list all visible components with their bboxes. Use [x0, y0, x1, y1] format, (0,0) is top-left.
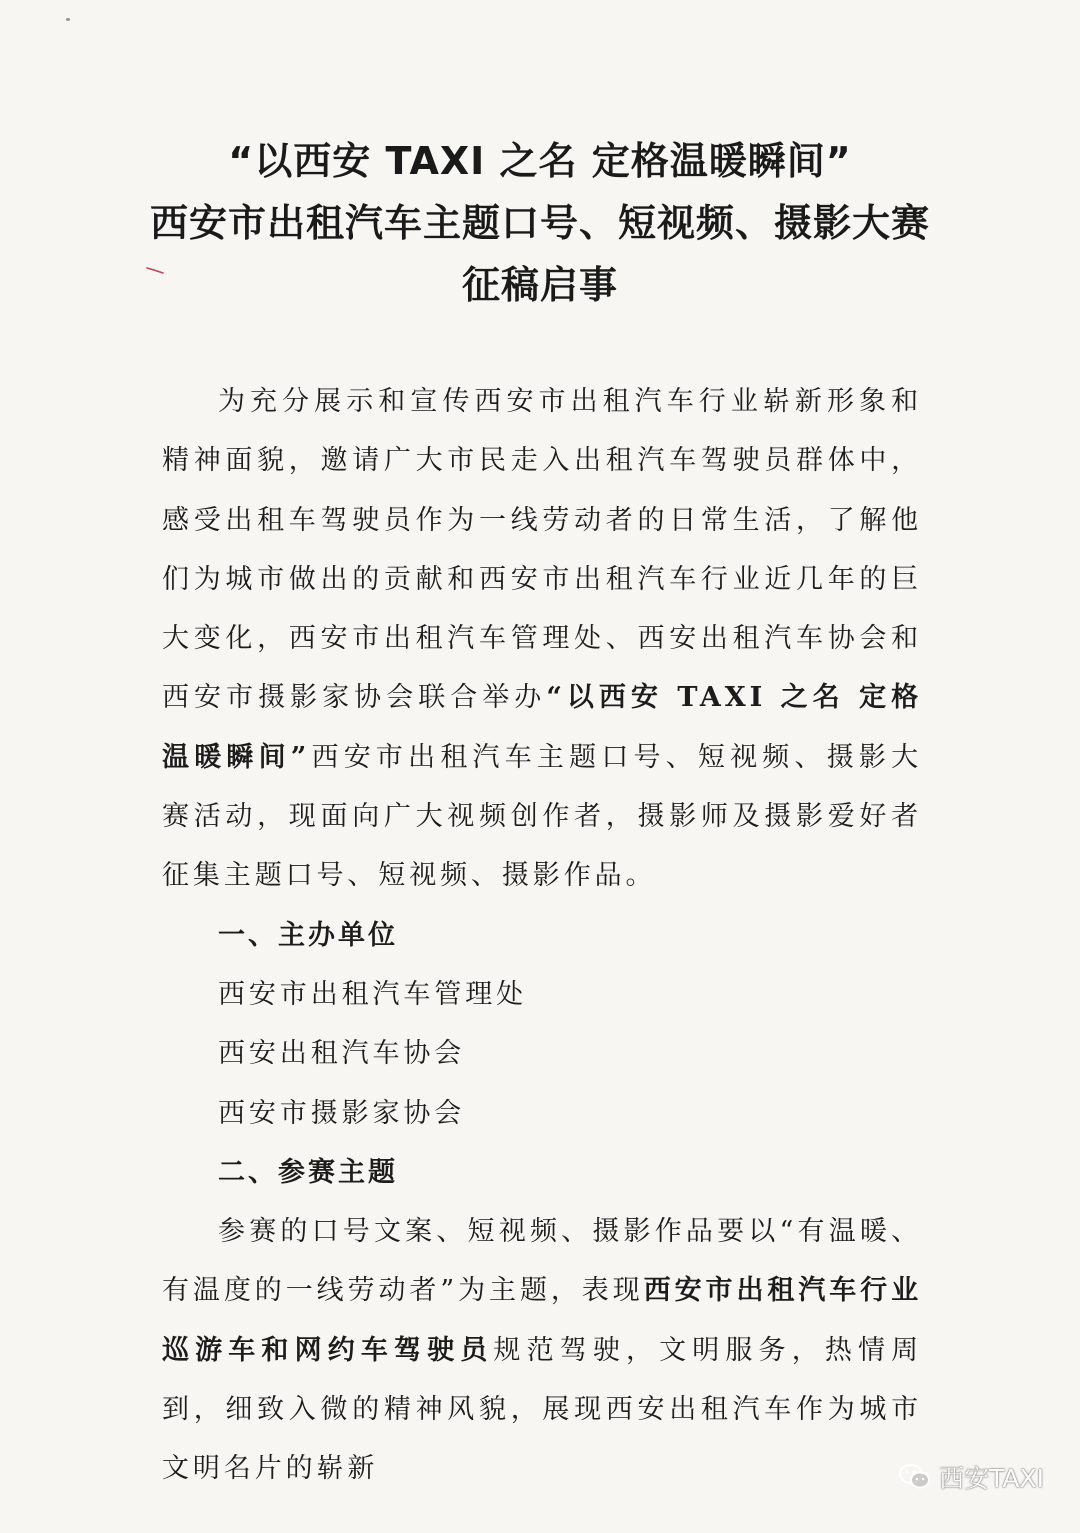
section-heading-theme: 二、参赛主题 — [218, 1156, 398, 1188]
title-line-3: 征稿启事 — [461, 263, 618, 307]
theme-paragraph — [162, 1202, 922, 1498]
scan-speck — [66, 18, 70, 21]
watermark-text: 西安TAXI — [939, 1464, 1044, 1493]
intro-paragraph — [162, 372, 922, 906]
title-line-1: “以西安 TAXI 之名 定格温暖瞬间” — [228, 139, 852, 183]
intro-text-2: 西安市出租汽车主题口号、短视频、摄影大赛活动，现面向广大视频创作者，摄影师及摄影爱好者征集主题口号、短视频、摄影作品。 — [162, 741, 922, 892]
intro-event-name: “以西安 TAXI 之名 定格温暖瞬间” — [162, 682, 922, 773]
title-line-2: 西安市出租汽车主题口号、短视频、摄影大赛 — [149, 201, 930, 245]
theme-text-2: 规范驾驶，文明服务，热情周到，细致入微的精神风貌，展现西安出租汽车作为城市文明名片的崭新 — [162, 1334, 923, 1485]
organizer-item: 西安市摄影家协会 — [218, 1097, 466, 1129]
document-title — [60, 130, 1020, 316]
organizer-item: 西安出租汽车协会 — [218, 1038, 466, 1070]
document-body — [162, 372, 922, 1499]
section-heading-organizers: 一、主办单位 — [218, 919, 398, 951]
theme-text-1: 参赛的口号文案、短视频、摄影作品要以“有温暖、有温度的一线劳动者”为主题，表现 — [162, 1216, 922, 1307]
theme-emphasis: 西安市出租汽车行业巡游车和网约车驾驶员 — [162, 1275, 923, 1366]
organizer-item: 西安市出租汽车管理处 — [218, 978, 527, 1010]
wechat-icon — [899, 1463, 931, 1491]
account-watermark — [899, 1459, 1044, 1495]
intro-text-1: 为充分展示和宣传西安市出租汽车行业崭新形象和精神面貌，邀请广大市民走入出租汽车驾驶员群体中，感受出租车驾驶员作为一线劳动者的日常生活，了解他们为城市做出的贡献和西安市出租汽车行业近几年的巨大变化，西安市出租汽车管理处、西安出租汽车协会和西安市摄影家协会联合举办 — [162, 386, 922, 714]
